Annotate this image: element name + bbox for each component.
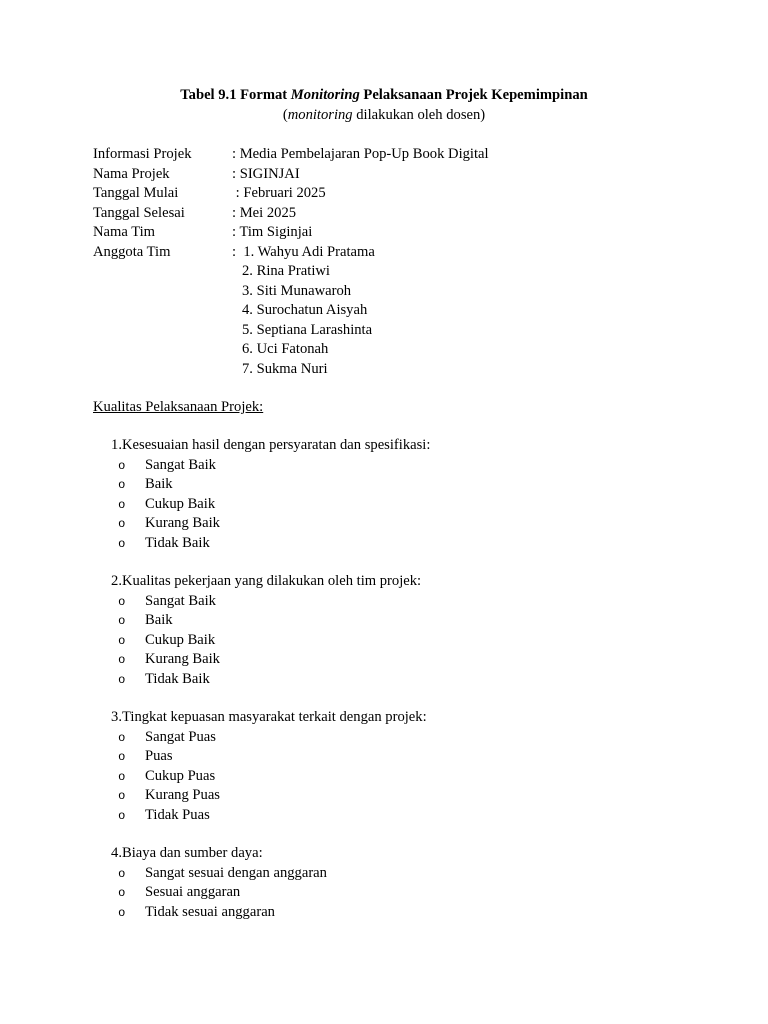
- info-value: : Mei 2025: [232, 204, 297, 221]
- option-label: Tidak Baik: [145, 534, 210, 551]
- member-row: [93, 360, 489, 380]
- option-label: Tidak sesuai anggaran: [145, 903, 275, 920]
- circle-bullet-icon: o: [118, 729, 125, 744]
- option-item: [93, 475, 430, 495]
- option-item: [93, 767, 427, 787]
- option-label: Puas: [145, 748, 173, 764]
- info-label: Anggota Tim: [93, 243, 171, 260]
- info-row: [93, 243, 489, 263]
- info-value: : Tim Siginjai: [232, 224, 313, 240]
- option-label: Sangat sesuai dengan anggaran: [145, 864, 327, 881]
- info-label: Tanggal Mulai: [93, 185, 179, 201]
- info-row: [93, 223, 489, 243]
- team-member: 5. Septiana Larashinta: [242, 321, 373, 338]
- option-item: [93, 786, 427, 806]
- criterion-heading: [93, 572, 421, 592]
- circle-bullet-icon: o: [118, 613, 125, 627]
- option-label: Tidak Puas: [145, 806, 210, 823]
- team-member: 7. Sukma Nuri: [242, 360, 328, 377]
- option-item: [93, 747, 427, 767]
- option-item: [93, 903, 327, 923]
- team-member: 6. Uci Fatonah: [242, 341, 329, 357]
- member-row: [93, 321, 489, 341]
- circle-bullet-icon: o: [118, 496, 125, 511]
- subtitle-open: (: [282, 107, 288, 123]
- title-italic: Monitoring: [290, 87, 360, 103]
- option-item: [93, 728, 427, 748]
- circle-bullet-icon: o: [118, 535, 125, 550]
- info-value: : SIGINJAI: [232, 165, 300, 182]
- circle-bullet-icon: o: [118, 457, 125, 472]
- option-label: Sangat Baik: [145, 456, 216, 473]
- circle-bullet-icon: o: [118, 671, 125, 686]
- option-item: [93, 534, 430, 554]
- circle-bullet-icon: o: [118, 593, 125, 608]
- option-item: [93, 650, 421, 670]
- criterion-number: 2.: [111, 573, 122, 589]
- criterion-number: 4.: [111, 845, 122, 861]
- project-info: [93, 145, 489, 379]
- option-item: [93, 592, 421, 612]
- info-row: [93, 204, 489, 224]
- option-label: Sesuai anggaran: [145, 884, 241, 900]
- option-label: Kurang Baik: [145, 515, 220, 531]
- option-label: Kurang Baik: [145, 651, 220, 667]
- criterion-text: Kesesuaian hasil dengan persyaratan dan spesifikasi:: [122, 437, 431, 453]
- member-row: [93, 262, 489, 282]
- criterion-number: 3.: [111, 709, 122, 725]
- circle-bullet-icon: o: [118, 632, 125, 647]
- option-item: [93, 883, 327, 903]
- option-item: [93, 495, 430, 515]
- option-item: [93, 670, 421, 690]
- option-item: [93, 806, 427, 826]
- circle-bullet-icon: o: [118, 865, 125, 880]
- team-member: 2. Rina Pratiwi: [242, 263, 330, 279]
- criterion-3: [93, 708, 427, 825]
- option-label: Sangat Baik: [145, 592, 216, 609]
- option-label: Cukup Baik: [145, 631, 216, 648]
- option-item: [93, 864, 327, 884]
- criterion-heading: [93, 436, 430, 456]
- info-row: [93, 184, 489, 204]
- subtitle-rest: dilakukan oleh dosen): [352, 107, 486, 123]
- option-label: Baik: [145, 612, 173, 628]
- info-label: Tanggal Selesai: [93, 204, 185, 221]
- info-label: Informasi Projek: [93, 146, 192, 162]
- title-block: [0, 86, 768, 126]
- criterion-heading: [93, 708, 427, 728]
- circle-bullet-icon: o: [118, 516, 125, 530]
- info-row: [93, 145, 489, 165]
- member-row: [93, 282, 489, 302]
- circle-bullet-icon: o: [118, 749, 125, 763]
- info-label: Nama Projek: [93, 165, 170, 182]
- document-title: [0, 86, 768, 106]
- team-member: 3. Siti Munawaroh: [242, 282, 352, 299]
- circle-bullet-icon: o: [118, 652, 125, 666]
- circle-bullet-icon: o: [118, 885, 125, 899]
- section-heading: Kualitas Pelaksanaan Projek:: [93, 399, 264, 415]
- circle-bullet-icon: o: [118, 477, 125, 491]
- criterion-2: [93, 572, 421, 689]
- option-label: Kurang Puas: [145, 787, 220, 803]
- option-label: Cukup Puas: [145, 767, 216, 784]
- option-label: Cukup Baik: [145, 495, 216, 512]
- criterion-text: Tingkat kepuasan masyarakat terkait dengan projek:: [122, 709, 427, 725]
- option-label: Tidak Baik: [145, 670, 210, 687]
- circle-bullet-icon: o: [118, 904, 125, 919]
- option-item: [93, 514, 430, 534]
- circle-bullet-icon: o: [118, 768, 125, 783]
- option-item: [93, 611, 421, 631]
- option-item: [93, 631, 421, 651]
- team-member: 4. Surochatun Aisyah: [242, 302, 368, 318]
- criterion-1: [93, 436, 430, 553]
- circle-bullet-icon: o: [118, 807, 125, 822]
- option-label: Baik: [145, 476, 173, 492]
- criterion-heading: [93, 844, 327, 864]
- member-row: [93, 340, 489, 360]
- criterion-number: 1.: [111, 437, 122, 453]
- info-value: : Media Pembelajaran Pop-Up Book Digital: [232, 146, 489, 162]
- criterion-4: [93, 844, 327, 922]
- circle-bullet-icon: o: [118, 788, 125, 802]
- option-item: [93, 456, 430, 476]
- title-suffix: Pelaksanaan Projek Kepemimpinan: [359, 87, 588, 103]
- criterion-text: Biaya dan sumber daya:: [122, 845, 263, 861]
- option-label: Sangat Puas: [145, 728, 216, 745]
- info-value: : 1. Wahyu Adi Pratama: [232, 243, 375, 260]
- title-prefix: Tabel 9.1 Format: [180, 87, 291, 103]
- info-value: : Februari 2025: [232, 185, 326, 201]
- member-row: [93, 301, 489, 321]
- info-label: Nama Tim: [93, 224, 156, 240]
- info-row: [93, 165, 489, 185]
- document-subtitle: [0, 106, 768, 126]
- subtitle-italic: monitoring: [287, 107, 353, 123]
- criterion-text: Kualitas pekerjaan yang dilakukan oleh tim projek:: [122, 573, 422, 589]
